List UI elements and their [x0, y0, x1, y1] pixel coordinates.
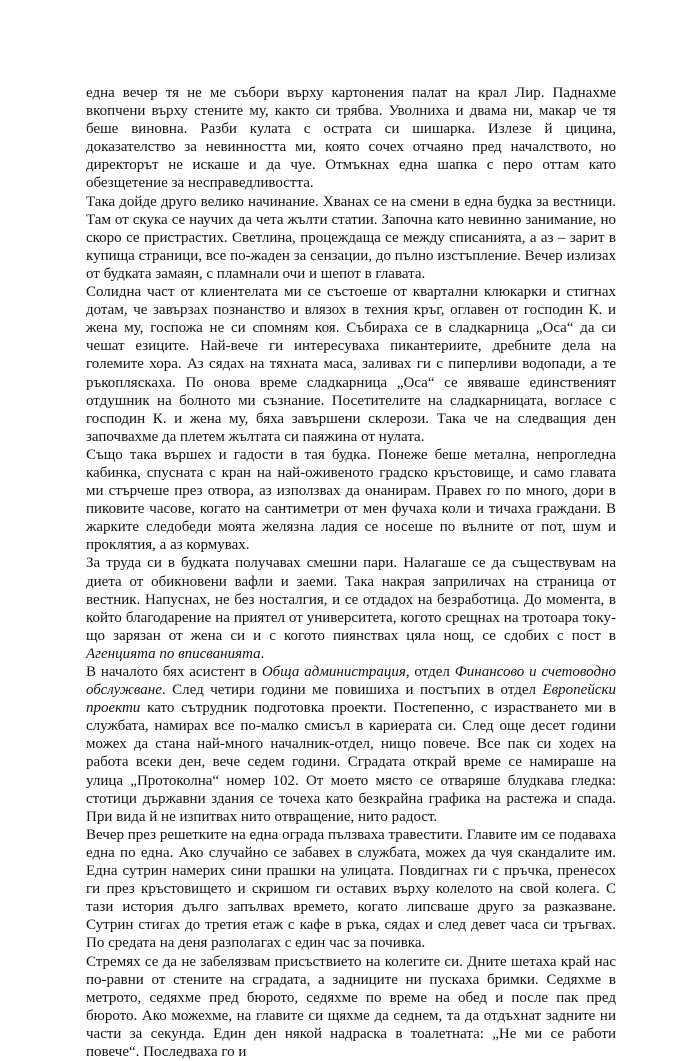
body-paragraph	[86, 554, 616, 663]
body-paragraph	[86, 826, 616, 953]
body-paragraph	[86, 663, 616, 826]
text-segment: .	[261, 646, 265, 662]
text-segment: Също така вършех и гадости в тая будка. Понеже беше метална, непрогледна кабинка, спусната с кран на най-оживеното градско кръстовище, и само главата ми стърчеше през отвора, аз използвах да онанирам. Правех го по много, дори в пиковите часове, когато на сантиметри от мен фучаха коли и тичаха граждани. В жарките следобеди моята желязна ладия се носеше по вълните от пот, шум и проклятия, а аз кормувах.	[86, 447, 616, 553]
italic-text-segment: Агенцията по вписванията	[86, 646, 261, 662]
text-segment: Стремях се да не забелязвам присъствието на колегите си. Дните шетаха край нас по-равни от стените на сградата, а задниците ни пускаха бримки. Седяхме в метрото, седяхме пред бюрото, седяхме по време на обед и после пак пред бюрото. Ако можехме, на главите си щяхме да седнем, та да отдъхнат задните ни части за секунда. Един ден някой надраска в тоалетната: „Не ми се работи повече“. Последваха го и	[86, 954, 616, 1060]
text-segment: За труда си в будката получавах смешни пари. Налагаше се да съществувам на диета от обикновени вафли и заеми. Така накрая заприличах на страница от вестник. Напуснах, не без носталгия, и се отдадох на безработица. До момента, в който благодарение на приятел от университета, когото срещнах на тротоара току-що зарязан от жена си и с когото пиянствах цяла нощ, се сдобих с пост в	[86, 555, 616, 643]
body-paragraph	[86, 953, 616, 1061]
body-paragraph	[86, 84, 616, 193]
text-segment: като сътрудник подготовка проекти. Постепенно, с израстването ми в службата, намирах все по-малко смисъл в кариерата си. След още десет години можех да стана най-много началник-отдел, нищо повече. Все пак си ходех на работа всеки ден, вече седем години. Сградата открай време се намираше на улица „Протоколна“ номер 102. От моето място се отваряше блудкава гледка: стотици държавни здания се точеха като безкрайна графика на растежа и спада. При вида й не изпитвах нито отвращение, нито радост.	[86, 700, 616, 825]
text-segment: Солидна част от клиентелата ми се състоеше от квартални клюкарки и стигнах дотам, че завързах познанство и влязох в техния кръг, оглавен от господин К. и жена му, госпожа не си спомням коя. Събираха се в сладкарница „Оса“ да си чешат езиците. Най-вече ги интересуваха пикантериите, дребните дела на големите хора. Аз сядах на тяхната маса, заливах ги с пиперливи водопади, а те ръкопляскаха. По онова време сладкарница „Оса“ се явяваше единственият отдушник на болното ми съзнание. Посетителите на сладкарницата, вогласе с господин К. и жена му, бяха завършени склерози. Така че на следващия ден започвахме да плетем жълтата си паяжина от нулата.	[86, 284, 616, 445]
text-segment: Така дойде друго велико начинание. Хванах се на смени в една будка за вестници. Там от скука се научих да чета жълти статии. Започна като невинно занимание, но скоро се пристрастих. Светлина, процеждаща се между списанията, а аз – зарит в купища страници, все по-жаден за сензации, до пълно изстъпление. Вечер излизах от будката замаян, с пламнали очи и шепот в главата.	[86, 194, 616, 282]
text-segment: една вечер тя не ме събори върху картонения палат на крал Лир. Паднахме вкопчени върху стените му, както си трябва. Уволниха и двама ни, макар че тя беше виновна. Разби кулата с острата си шишарка. Излезе й цицина, доказателство за невинността ми, която сочех отчаяно пред началството, но директорът не искаше и да чуе. Отмъкнах една шапка с перо оттам като обезщетение за несправедливостта.	[86, 85, 616, 191]
text-segment: , отдел	[406, 664, 455, 680]
body-paragraph	[86, 283, 616, 446]
document-page	[86, 84, 616, 1061]
text-segment: В началото бях асистент в	[86, 664, 262, 680]
italic-text-segment: Обща администрация	[262, 664, 406, 680]
body-paragraph	[86, 446, 616, 555]
text-segment: . След четири години ме повишиха и постъпих в отдел	[162, 682, 543, 698]
text-segment: Вечер през решетките на една ограда пълзваха травестити. Главите им се подаваха една по една. Ако случайно се забавех в службата, можех да чуя скандалите им. Една сутрин намерих сини прашки на улицата. Повдигнах ги с пръчка, пренесох ги през кръстовището и скришом ги оставих върху колелото на свой колега. С тази история дълго запълвах времето, когато липсваше друго за разказване. Сутрин стигах до третия етаж с кафе в ръка, сядах и след девет часа си тръгвах. По средата на деня разполагах с един час за почивка.	[86, 827, 616, 952]
italic-text-segment: Финансово и счетоводно обслужване	[86, 664, 616, 698]
body-paragraph	[86, 193, 616, 283]
italic-text-segment: Европейски проекти	[86, 682, 616, 716]
